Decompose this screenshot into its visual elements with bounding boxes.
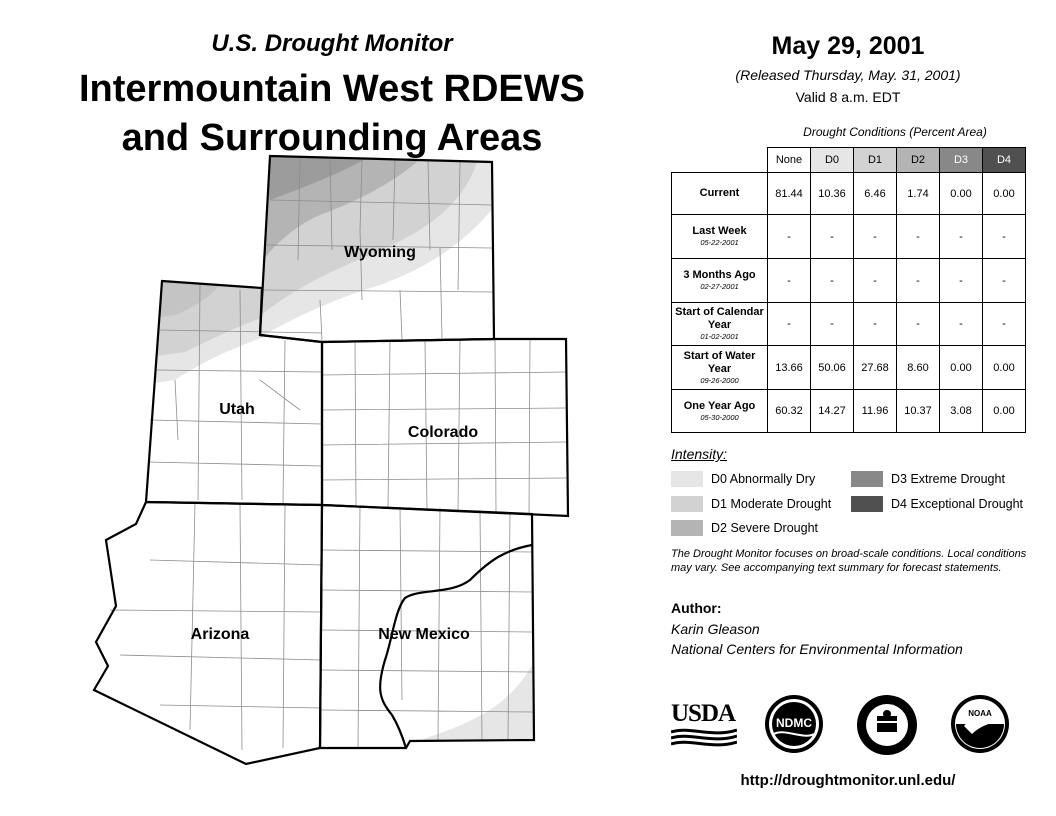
table-cell: 60.32 [768, 390, 811, 433]
legend-swatch-d2 [671, 520, 703, 536]
table-cell: 10.36 [811, 173, 854, 215]
table-cell: - [940, 215, 983, 259]
commerce-seal-icon [856, 694, 918, 756]
table-cell: - [983, 303, 1026, 346]
table-cell: - [768, 215, 811, 259]
row-label [672, 346, 768, 390]
author-name: Karin Gleason [671, 621, 760, 637]
row-label-text: Current [699, 187, 740, 199]
row-label [672, 259, 768, 303]
state-label-arizona: Arizona [190, 626, 250, 643]
valid-time: Valid 8 a.m. EDT [795, 89, 901, 105]
usda-logo: USDA [671, 700, 737, 750]
legend-label-d4: D4 Exceptional Drought [891, 497, 1024, 511]
map-title-line1: Intermountain West RDEWS [79, 68, 585, 110]
legend-item-d0 [671, 471, 851, 487]
table-row [672, 346, 1026, 390]
legend-label-d0: D0 Abnormally Dry [711, 472, 816, 486]
table-cell: 0.00 [940, 346, 983, 390]
legend-item-d2 [671, 520, 851, 536]
conditions-title: Drought Conditions (Percent Area) [803, 125, 987, 139]
column-header-d1: D1 [854, 148, 897, 173]
state-label-wyoming: Wyoming [344, 244, 416, 261]
table-cell: - [983, 215, 1026, 259]
row-label [672, 303, 768, 346]
row-date: 05-30-2000 [700, 412, 739, 422]
map-date: May 29, 2001 [771, 32, 925, 60]
map-title-line2: and Surrounding Areas [121, 117, 543, 159]
table-row [672, 259, 1026, 303]
column-header-none: None [768, 148, 811, 173]
ndmc-logo [764, 694, 824, 754]
row-label [672, 215, 768, 259]
legend-title: Intensity: [671, 446, 728, 462]
legend-item-d4 [851, 496, 1031, 512]
row-label-text: Start of Water Year [683, 349, 756, 375]
row-date: 05-22-2001 [700, 238, 739, 247]
table-cell: 0.00 [983, 346, 1026, 390]
row-label-text: Start of Calendar Year [675, 306, 764, 331]
table-cell: 14.27 [811, 390, 854, 433]
legend-swatch-d0 [671, 471, 703, 487]
table-cell: - [854, 303, 897, 346]
table-cell: 0.00 [983, 173, 1026, 215]
table-cell: - [768, 303, 811, 346]
table-cell: - [897, 303, 940, 346]
legend-label-d1: D1 Moderate Drought [711, 497, 832, 511]
svg-text:NDMC: NDMC [776, 716, 812, 730]
legend-swatch-d1 [671, 496, 703, 512]
legend-label-d2: D2 Severe Drought [711, 521, 819, 535]
table-cell: 27.68 [854, 346, 897, 390]
conditions-table [671, 147, 1026, 433]
table-cell: 13.66 [768, 346, 811, 390]
column-header-d2: D2 [897, 148, 940, 173]
table-cell: - [897, 215, 940, 259]
table-cell: - [854, 259, 897, 303]
website-url[interactable]: http://droughtmonitor.unl.edu/ [740, 772, 956, 789]
state-label-utah: Utah [219, 401, 255, 418]
table-cell: - [811, 303, 854, 346]
column-header-d0: D0 [811, 148, 854, 173]
row-label-text: 3 Months Ago [683, 269, 756, 281]
table-cell: 3.08 [940, 390, 983, 433]
table-cell: 0.00 [940, 173, 983, 215]
table-cell: - [854, 215, 897, 259]
table-row [672, 173, 1026, 215]
table-cell: - [940, 303, 983, 346]
table-cell: - [897, 259, 940, 303]
table-row [672, 215, 1026, 259]
table-cell: - [940, 259, 983, 303]
table-cell: 11.96 [854, 390, 897, 433]
usda-stripes-icon [671, 728, 737, 750]
state-label-colorado: Colorado [407, 424, 479, 441]
table-cell: - [811, 259, 854, 303]
legend-item-d3 [851, 471, 1031, 487]
map-subtitle: U.S. Drought Monitor [211, 30, 453, 57]
table-cell: 81.44 [768, 173, 811, 215]
row-date: 01-02-2001 [700, 332, 739, 341]
state-label-new-mexico: New Mexico [378, 626, 470, 643]
table-cell: - [768, 259, 811, 303]
table-cell: 50.06 [811, 346, 854, 390]
disclaimer-note: The Drought Monitor focuses on broad-scale conditions. Local conditions may vary. See accompanying text summary for forecast statements. [671, 548, 1027, 574]
table-row [672, 303, 1026, 346]
author-org: National Centers for Environmental Information [671, 641, 963, 657]
legend-swatch-d3 [851, 471, 883, 487]
legend-swatch-d4 [851, 496, 883, 512]
column-header-d3: D3 [940, 148, 983, 173]
table-cell: 0.00 [983, 390, 1026, 433]
svg-text:NOAA: NOAA [968, 709, 992, 718]
release-date: (Released Thursday, May. 31, 2001) [735, 67, 961, 83]
row-label [672, 173, 768, 215]
column-header-d4: D4 [983, 148, 1026, 173]
noaa-logo [950, 694, 1010, 754]
table-corner [672, 148, 768, 173]
row-date: 09-26-2000 [700, 375, 739, 385]
table-cell: - [983, 259, 1026, 303]
table-cell: 10.37 [897, 390, 940, 433]
row-date: 02-27-2001 [700, 282, 739, 291]
legend-item-d1 [671, 496, 851, 512]
row-label [672, 390, 768, 433]
table-cell: 8.60 [897, 346, 940, 390]
table-cell: 1.74 [897, 173, 940, 215]
table-cell: 6.46 [854, 173, 897, 215]
row-label-text: Last Week [692, 225, 747, 237]
author-heading: Author: [671, 600, 722, 616]
legend-label-d3: D3 Extreme Drought [891, 472, 1005, 486]
table-row [672, 390, 1026, 433]
table-cell: - [811, 215, 854, 259]
row-label-text: One Year Ago [683, 399, 756, 412]
